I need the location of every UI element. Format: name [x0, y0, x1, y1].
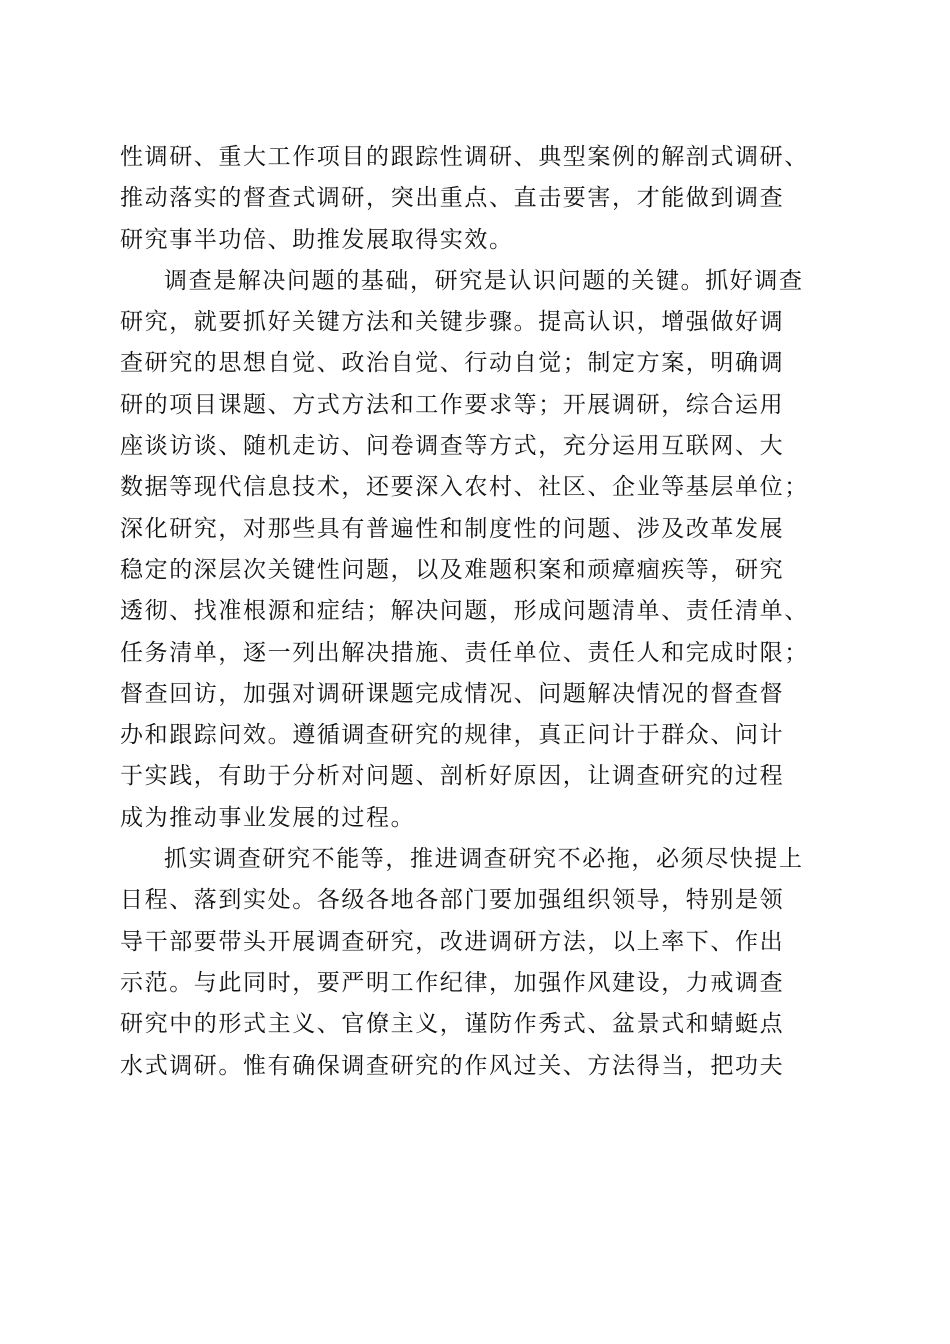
text-line: 推动落实的督查式调研，突出重点、直击要害，才能做到调查 [120, 185, 785, 212]
text-line: 稳定的深层次关键性问题，以及难题积案和顽瘴痼疾等，研究 [120, 556, 785, 583]
paragraph-1 [120, 137, 840, 261]
text-line: 示范。与此同时，要严明工作纪律，加强作风建设，力戒调查 [120, 969, 785, 996]
text-line: 任务清单，逐一列出解决措施、责任单位、责任人和完成时限； [120, 639, 809, 666]
text-line: 数据等现代信息技术，还要深入农村、社区、企业等基层单位； [120, 474, 809, 501]
text-line: 日程、落到实处。各级各地各部门要加强组织领导，特别是领 [120, 887, 785, 914]
text-line: 研的项目课题、方式方法和工作要求等；开展调研，综合运用 [120, 391, 785, 418]
text-line: 抓实调查研究不能等，推进调查研究不必拖，必须尽快提上 [164, 846, 804, 873]
text-line: 透彻、找准根源和症结；解决问题，形成问题清单、责任清单、 [120, 598, 809, 625]
text-line: 深化研究，对那些具有普遍性和制度性的问题、涉及改革发展 [120, 515, 785, 542]
text-line: 研究，就要抓好关键方法和关键步骤。提高认识，增强做好调 [120, 309, 785, 336]
paragraph-3 [120, 839, 840, 1087]
text-line: 座谈访谈、随机走访、问卷调查等方式，充分运用互联网、大 [120, 433, 785, 460]
text-line: 研究中的形式主义、官僚主义，谨防作秀式、盆景式和蜻蜓点 [120, 1011, 785, 1038]
text-line: 研究事半功倍、助推发展取得实效。 [120, 226, 514, 253]
text-line: 导干部要带头开展调查研究，改进调研方法，以上率下、作出 [120, 928, 785, 955]
text-line: 水式调研。惟有确保调查研究的作风过关、方法得当，把功夫 [120, 1052, 785, 1079]
text-line: 调查是解决问题的基础，研究是认识问题的关键。抓好调查 [164, 267, 804, 294]
text-line: 性调研、重大工作项目的跟踪性调研、典型案例的解剖式调研、 [120, 144, 809, 170]
document-body [120, 137, 840, 1087]
text-line: 办和跟踪问效。遵循调查研究的规律，真正问计于群众、问计 [120, 722, 785, 749]
text-line: 于实践，有助于分析对问题、剖析好原因，让调查研究的过程 [120, 763, 785, 790]
text-line: 成为推动事业发展的过程。 [120, 804, 416, 831]
text-line: 督查回访，加强对调研课题完成情况、问题解决情况的督查督 [120, 680, 785, 707]
text-line: 查研究的思想自觉、政治自觉、行动自觉；制定方案，明确调 [120, 350, 785, 377]
paragraph-2 [120, 261, 840, 839]
